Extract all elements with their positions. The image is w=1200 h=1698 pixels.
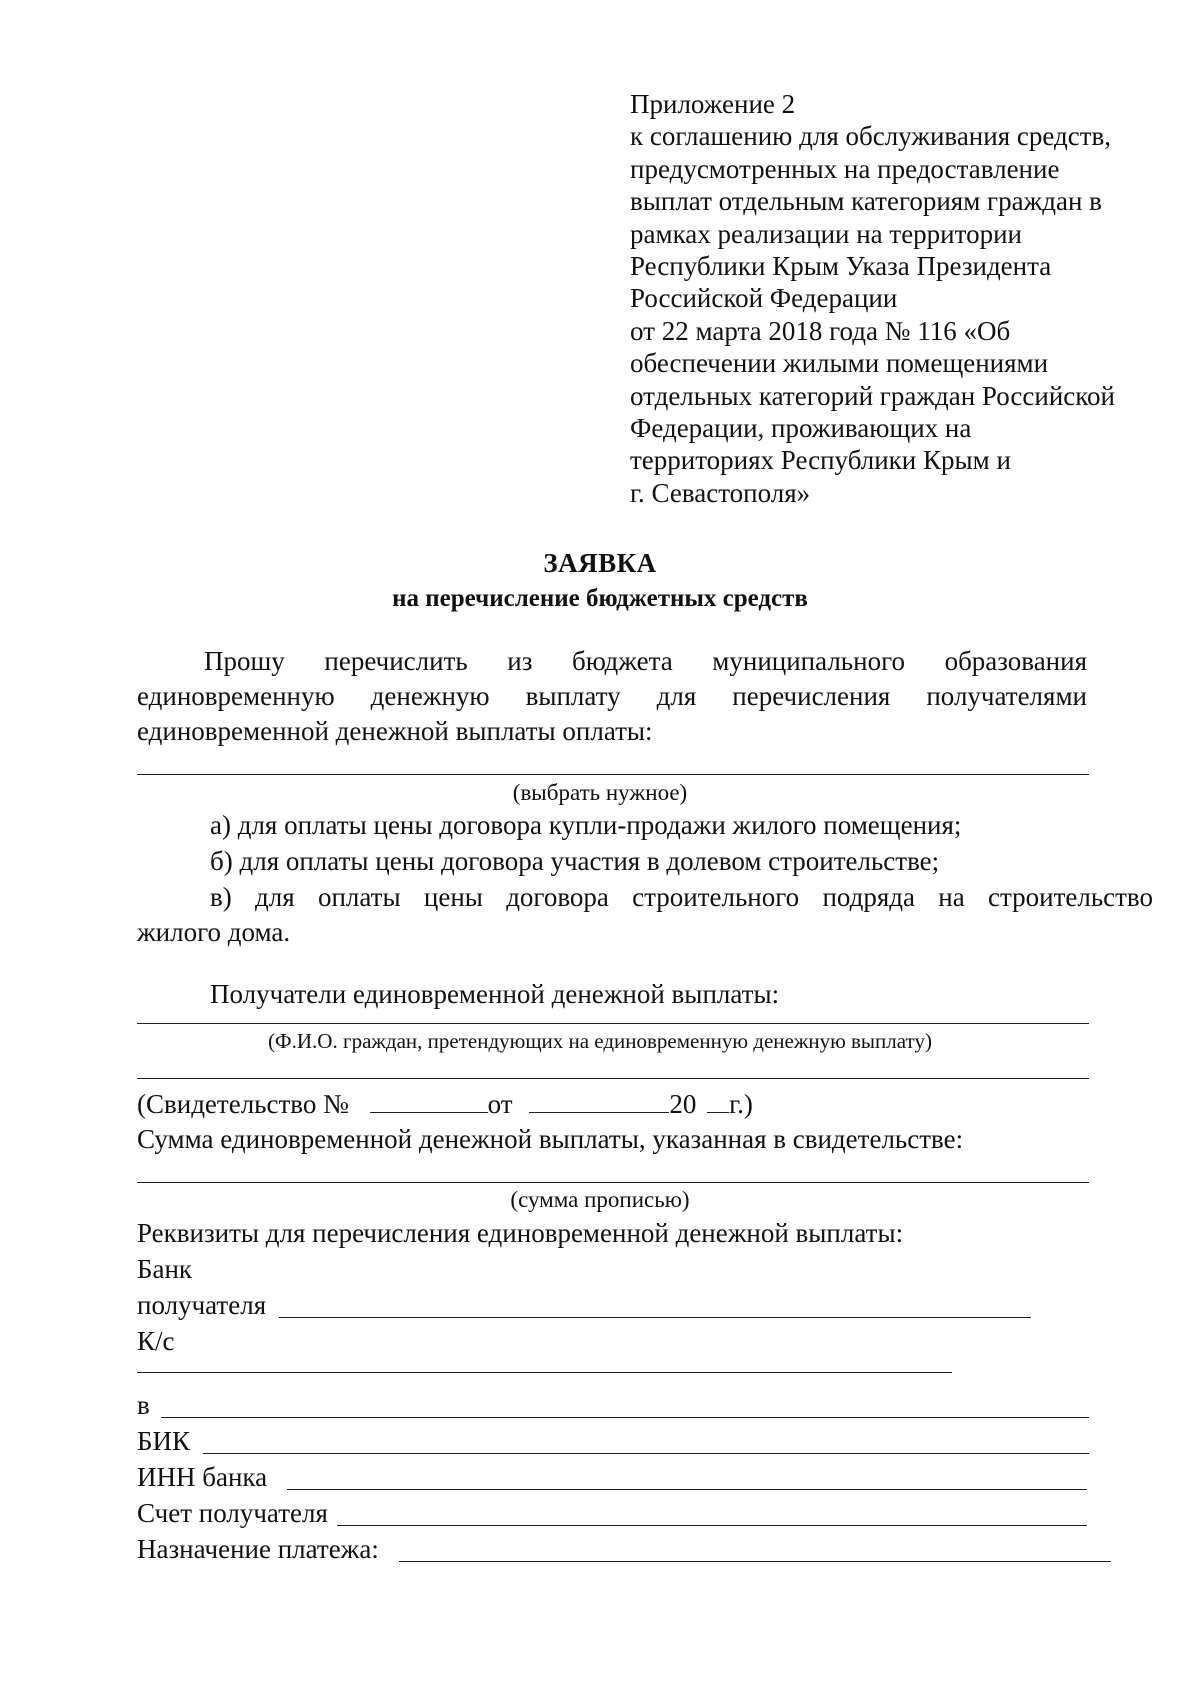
purpose-label: Назначение платежа: [137, 1534, 379, 1564]
appendix-line: г. Севастополя» [630, 477, 811, 508]
recipients-heading: Получатели единовременной денежной выплаты: [210, 979, 780, 1009]
inn-label: ИНН банка [137, 1462, 268, 1492]
appendix-line: к соглашению для обслуживания средств, [630, 121, 1112, 152]
requisites-heading: Реквизиты для перечисления единовременной денежной выплаты: [137, 1218, 904, 1248]
payment-type-line[interactable] [137, 774, 1089, 775]
amount-words-line[interactable] [137, 1182, 1089, 1183]
choose-caption: (выбрать нужное) [512, 780, 688, 805]
appendix-line: Приложение 2 [630, 89, 796, 119]
bik-field[interactable] [203, 1453, 1089, 1454]
appendix-line: предусмотренных на предоставление [630, 153, 1060, 184]
appendix-line: обеспечении жилыми помещениями [630, 348, 1049, 379]
recipients-extra-line[interactable] [137, 1078, 1089, 1079]
account-label: Счет получателя [137, 1498, 328, 1528]
option-c-line-2: жилого дома. [137, 917, 291, 947]
appendix-line: выплат отдельным категориям граждан в [630, 186, 1102, 217]
amount-label: Сумма единовременной денежной выплаты, указанная в свидетельстве: [137, 1124, 964, 1154]
v-label: в [137, 1390, 150, 1420]
request-line-1: Прошу перечислить из бюджета муниципального образования [204, 646, 1087, 676]
option-c-line-1: в) для оплаты цены договора строительного подряда на строительство [210, 882, 1153, 912]
bik-label: БИК [137, 1426, 191, 1456]
appendix-line: Федерации, проживающих на [630, 413, 972, 444]
inn-field[interactable] [287, 1489, 1087, 1490]
appendix-line: отдельных категорий граждан Российской [630, 380, 1115, 411]
appendix-line: рамках реализации на территории [630, 218, 1022, 249]
appendix-line: Республики Крым Указа Президента [630, 251, 1052, 282]
option-b: б) для оплаты цены договора участия в долевом строительстве; [210, 846, 940, 876]
certificate-suffix: г.) [729, 1089, 753, 1119]
certificate-number-field[interactable] [370, 1088, 488, 1113]
appendix-block [630, 88, 1150, 509]
certificate-from-label: от [487, 1089, 513, 1119]
document-subtitle: на перечисление бюджетных средств [392, 585, 808, 612]
recipients-name-line[interactable] [137, 1023, 1089, 1024]
certificate-year-label: 20 [669, 1089, 697, 1119]
recipients-caption: (Ф.И.О. граждан, претендующих на единовременную денежную выплату) [268, 1029, 932, 1053]
request-line-2: единовременную денежную выплату для перечисления получателями [137, 681, 1087, 711]
certificate-prefix: (Свидетельство № [137, 1089, 349, 1119]
amount-caption: (сумма прописью) [510, 1187, 690, 1212]
bank-recipient-label: получателя [137, 1290, 267, 1320]
ks-field[interactable] [137, 1372, 952, 1373]
appendix-line: от 22 марта 2018 года № 116 «Об [630, 315, 1011, 346]
option-a: а) для оплаты цены договора купли-продажи жилого помещения; [210, 810, 962, 840]
certificate-row [137, 1088, 1087, 1120]
document-title: ЗАЯВКА [543, 548, 657, 578]
certificate-date-field[interactable] [529, 1088, 669, 1113]
v-field[interactable] [161, 1417, 1089, 1418]
bank-recipient-field[interactable] [279, 1317, 1031, 1318]
bank-label-line-1: Банк [137, 1254, 193, 1284]
request-line-3: единовременной денежной выплаты оплаты: [137, 716, 653, 746]
purpose-field[interactable] [399, 1561, 1111, 1562]
certificate-year-field[interactable] [707, 1088, 729, 1113]
account-field[interactable] [337, 1525, 1087, 1526]
ks-label: К/с [137, 1326, 175, 1356]
appendix-line: территориях Республики Крым и [630, 445, 1011, 476]
appendix-line: Российской Федерации [630, 283, 898, 314]
